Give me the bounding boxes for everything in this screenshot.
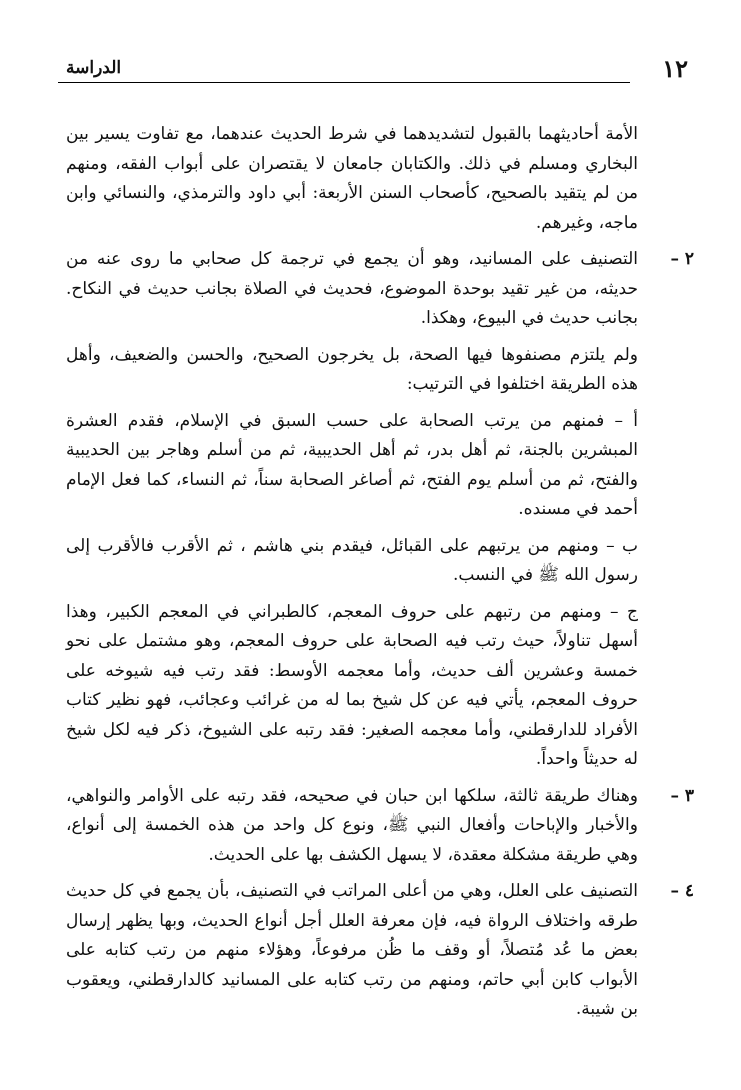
page-body [66,120,694,1032]
item-number: ٤ – [670,881,694,901]
page-number: ١٢ [662,54,688,83]
list-item-4 [66,877,694,1025]
sub-item-a: أ – فمنهم من يرتب الصحابة على حسب السبق في الإسلام، فقدم العشرة المبشرين بالجنة، ثم أهل بدر، ثم أهل الحديبية، ثم من أسلم وهاجر بين الحديبية والفتح، ثم من أسلم يوم الفتح، ثم أصاغر الصحابة سناً، ثم النساء، كما فعل الإمام أحمد في مسنده. [66,410,638,519]
running-title: الدراسة [66,58,122,78]
list-item-2 [66,245,694,334]
sub-item-c: ج – ومنهم من رتبهم على حروف المعجم، كالطبراني في المعجم الكبير، وهذا أسهل تناولاً، حيث رتب فيه الصحابة على حروف المعجم، وهو مشتمل على نحو خمسة وعشرين ألف حديث، وأما معجمه الأوسط: فقد رتب فيه شيوخه على حروف المعجم، يأتي فيه عن كل شيخ بما له من غرائب وعجائب، فهو نظير كتاب الأفراد للدارقطني، وأما معجمه الصغير: فقد رتبه على الشيوخ، ذكر فيه لكل شيخ له حديثاً واحداً. [66,601,638,769]
item-number: ٣ – [670,785,694,806]
page-header [58,54,688,83]
item-number: ٢ – [670,249,694,269]
paragraph: ولم يلتزم مصنفوها فيها الصحة، بل يخرجون الصحيح، والحسن والضعيف، وأهل هذه الطريقة اختلفوا في الترتيب: [66,344,638,394]
paragraph-continuation: الأمة أحاديثهما بالقبول لتشديدهما في شرط الحديث عندهما، مع تفاوت يسير بين البخاري ومسلم في ذلك. والكتابان جامعان لا يقتصران على أبواب الفقه، ومنهم من لم يتقيد بالصحيح، كأصحاب السنن الأربعة: أبي داود والترمذي، والنسائي وابن ماجه، وغيرهم. [66,124,638,233]
sub-item-b: ب – ومنهم من يرتبهم على القبائل، فيقدم بني هاشم ، ثم الأقرب فالأقرب إلى رسول الله ﷺ في النسب. [66,535,638,585]
header-rule [58,82,630,83]
item-text: التصنيف على المسانيد، وهو أن يجمع في ترجمة كل صحابي ما روى عنه من حديثه، من غير تقيد بوحدة الموضوع، فحديث في الصلاة بجانب حديث في النكاح. بجانب حديث في البيوع، وهكذا. [66,249,638,328]
list-item-3 [66,782,694,871]
item-text: التصنيف على العلل، وهي من أعلى المراتب في التصنيف، بأن يجمع في كل حديث طرقه واختلاف الرواة فيه، فإن معرفة العلل أجل أنواع الحديث، وبها يظهر إرسال بعض ما عُد مُتصلاً، أو وقف ما ظُن مرفوعاً، وهؤلاء منهم من رتب كتابه على الأبواب كابن أبي حاتم، ومنهم من رتب كتابه على المسانيد كالدارقطني، ويعقوب بن شيبة. [66,881,638,1019]
item-text: وهناك طريقة ثالثة، سلكها ابن حبان في صحيحه، فقد رتبه على الأوامر والنواهي، والأخبار والإباحات وأفعال النبي ﷺ، ونوع كل واحد من هذه الخمسة إلى أنواع، وهي طريقة مشكلة معقدة، لا يسهل الكشف بها على الحديث. [66,785,638,865]
